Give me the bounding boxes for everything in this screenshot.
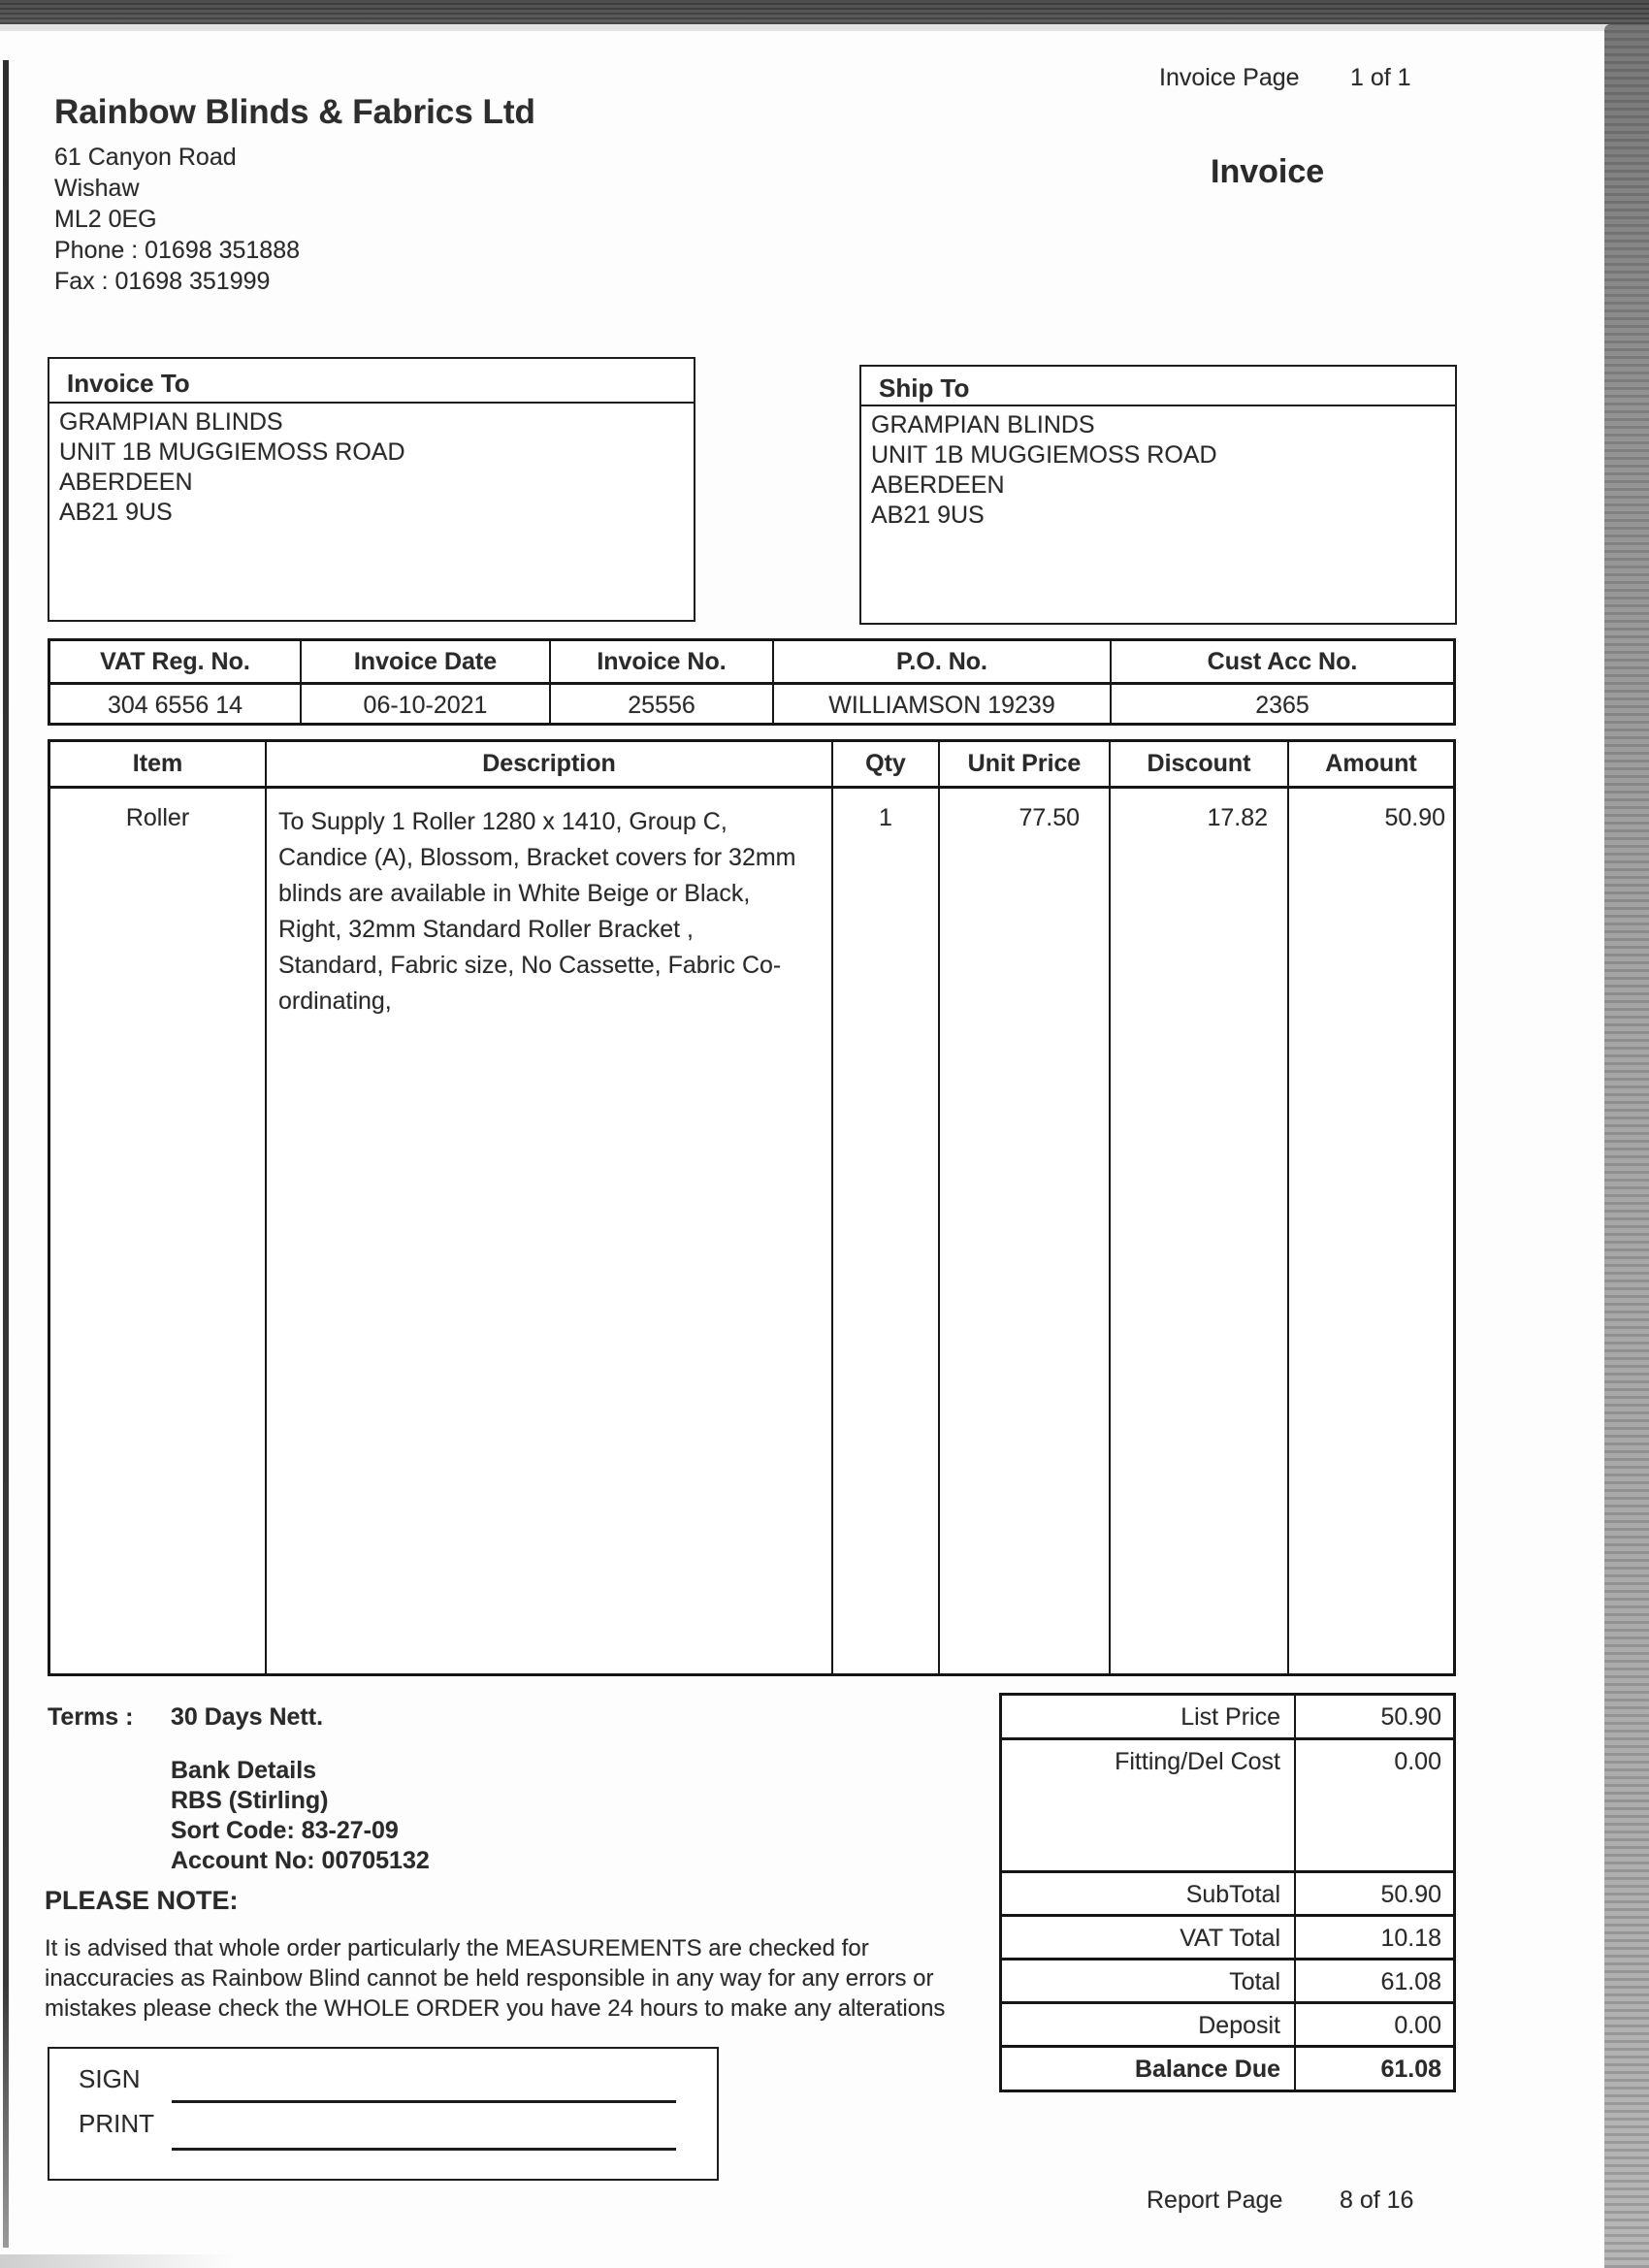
ship-to-title: Ship To — [861, 367, 1455, 406]
company-address-line: 61 Canyon Road — [54, 144, 237, 171]
item-name-cell: Roller — [50, 789, 267, 1676]
items-header-qty: Qty — [833, 742, 940, 786]
item-description-line: Standard, Fabric size, No Cassette, Fabric Co- — [278, 952, 782, 979]
ship-to-line: UNIT 1B MUGGIEMOSS ROAD — [871, 441, 1217, 469]
totals-value: 0.00 — [1394, 1748, 1441, 1775]
items-header-amount: Amount — [1325, 750, 1417, 777]
items-header-item: Item — [50, 742, 267, 786]
totals-label: Total — [1002, 1960, 1296, 2001]
invoice-page-label: Invoice Page — [1159, 64, 1300, 91]
totals-label: SubTotal — [1002, 1873, 1296, 1914]
item-row — [50, 789, 1453, 1676]
totals-label: Deposit — [1002, 2004, 1296, 2045]
invoice-to-line: AB21 9US — [59, 499, 173, 526]
note-line: It is advised that whole order particularly the MEASUREMENTS are checked for — [45, 1935, 869, 1961]
bank-sort-code: Sort Code: 83-27-09 — [171, 1817, 399, 1844]
ship-to-box — [859, 365, 1457, 625]
invoice-title: Invoice — [1211, 153, 1325, 190]
scanner-top-edge — [0, 24, 1649, 31]
item-unit-price-cell: 77.50 — [940, 789, 1111, 1676]
totals-label: VAT Total — [1002, 1917, 1296, 1958]
meta-header-row — [50, 641, 1453, 685]
meta-value-invoice-date: 06-10-2021 — [302, 685, 551, 726]
signature-box — [48, 2047, 719, 2181]
item-description-line: blinds are available in White Beige or Black, — [278, 880, 751, 907]
meta-header-invoice-no: Invoice No. — [551, 641, 774, 682]
item-amount-cell: 50.90 — [1384, 804, 1445, 831]
page-edge-shadow — [3, 60, 9, 2248]
company-phone: Phone : 01698 351888 — [54, 237, 301, 264]
totals-row-subtotal — [1002, 1873, 1453, 1917]
sign-label: SIGN — [79, 2064, 141, 2093]
meta-value-invoice-no: 25556 — [551, 685, 774, 726]
totals-value: 50.90 — [1380, 1881, 1441, 1908]
totals-row-vat-total — [1002, 1917, 1453, 1960]
meta-value-po-no: WILLIAMSON 19239 — [774, 685, 1112, 726]
meta-value-vat: 304 6556 14 — [50, 685, 302, 726]
item-qty-cell: 1 — [833, 789, 940, 1676]
report-page-value: 8 of 16 — [1340, 2187, 1414, 2214]
ship-to-line: GRAMPIAN BLINDS — [871, 411, 1095, 438]
bank-details — [171, 1756, 430, 1876]
sign-line — [172, 2100, 676, 2103]
totals-value: 50.90 — [1380, 1703, 1441, 1731]
items-header-row — [50, 742, 1453, 789]
totals-label: Balance Due — [1002, 2048, 1296, 2090]
meta-value-row — [50, 685, 1453, 726]
invoice-meta-table — [48, 638, 1456, 726]
print-line — [172, 2148, 676, 2151]
ship-to-line: AB21 9US — [871, 502, 985, 529]
totals-value: 61.08 — [1380, 1968, 1441, 1995]
items-header-unit-price: Unit Price — [940, 742, 1111, 786]
bank-details-title: Bank Details — [171, 1757, 317, 1784]
totals-box — [999, 1693, 1456, 2092]
bank-name: RBS (Stirling) — [171, 1787, 329, 1814]
items-header-description: Description — [267, 742, 833, 786]
invoice-to-line: ABERDEEN — [59, 469, 193, 496]
bank-account-no: Account No: 00705132 — [171, 1847, 430, 1874]
invoice-to-title: Invoice To — [49, 359, 694, 404]
invoice-to-box — [48, 357, 695, 622]
item-description-line: Right, 32mm Standard Roller Bracket , — [278, 916, 694, 943]
meta-header-cust-acc: Cust Acc No. — [1207, 647, 1358, 675]
invoice-to-line: GRAMPIAN BLINDS — [59, 408, 283, 436]
totals-value: 0.00 — [1394, 2012, 1441, 2039]
meta-header-po-no: P.O. No. — [774, 641, 1112, 682]
totals-row-deposit — [1002, 2004, 1453, 2048]
items-header-discount: Discount — [1111, 742, 1289, 786]
invoice-to-address — [49, 404, 694, 528]
meta-header-vat: VAT Reg. No. — [50, 641, 302, 682]
please-note-title: PLEASE NOTE: — [45, 1886, 239, 1915]
company-fax: Fax : 01698 351999 — [54, 268, 271, 295]
totals-label: Fitting/Del Cost — [1002, 1740, 1296, 1870]
invoice-to-line: UNIT 1B MUGGIEMOSS ROAD — [59, 438, 405, 466]
note-line: mistakes please check the WHOLE ORDER you have 24 hours to make any alterations — [45, 1995, 946, 2022]
line-items-table — [48, 739, 1456, 1676]
company-address-line: ML2 0EG — [54, 206, 157, 233]
report-page-label: Report Page — [1147, 2187, 1283, 2214]
totals-row-list-price — [1002, 1696, 1453, 1740]
please-note-text — [45, 1933, 945, 2024]
ship-to-address — [861, 406, 1455, 531]
item-discount-cell: 17.82 — [1111, 789, 1289, 1676]
company-address — [54, 142, 300, 297]
terms-label: Terms : — [48, 1703, 134, 1731]
invoice-page-value: 1 of 1 — [1350, 64, 1411, 91]
scanner-right-band — [1604, 24, 1649, 2268]
totals-label: List Price — [1002, 1696, 1296, 1737]
item-description-line: ordinating, — [278, 988, 392, 1015]
totals-value: 61.08 — [1380, 2056, 1441, 2083]
company-name: Rainbow Blinds & Fabrics Ltd — [54, 93, 535, 131]
scanner-bottom-smudge — [0, 2254, 233, 2268]
ship-to-line: ABERDEEN — [871, 471, 1005, 499]
meta-value-cust-acc: 2365 — [1255, 691, 1310, 719]
totals-row-total — [1002, 1960, 1453, 2004]
meta-header-invoice-date: Invoice Date — [302, 641, 551, 682]
totals-value: 10.18 — [1380, 1925, 1441, 1952]
terms-value: 30 Days Nett. — [171, 1703, 324, 1731]
item-description-cell — [267, 789, 833, 1676]
item-description-line: To Supply 1 Roller 1280 x 1410, Group C, — [278, 808, 728, 835]
company-address-line: Wishaw — [54, 175, 140, 202]
totals-row-balance-due — [1002, 2048, 1453, 2090]
item-description-line: Candice (A), Blossom, Bracket covers for 32mm — [278, 844, 796, 871]
totals-row-fitting-del-cost — [1002, 1740, 1453, 1873]
scanner-top-band — [0, 0, 1649, 24]
note-line: inaccuracies as Rainbow Blind cannot be held responsible in any way for any errors or — [45, 1965, 934, 1992]
print-label: PRINT — [79, 2109, 154, 2138]
